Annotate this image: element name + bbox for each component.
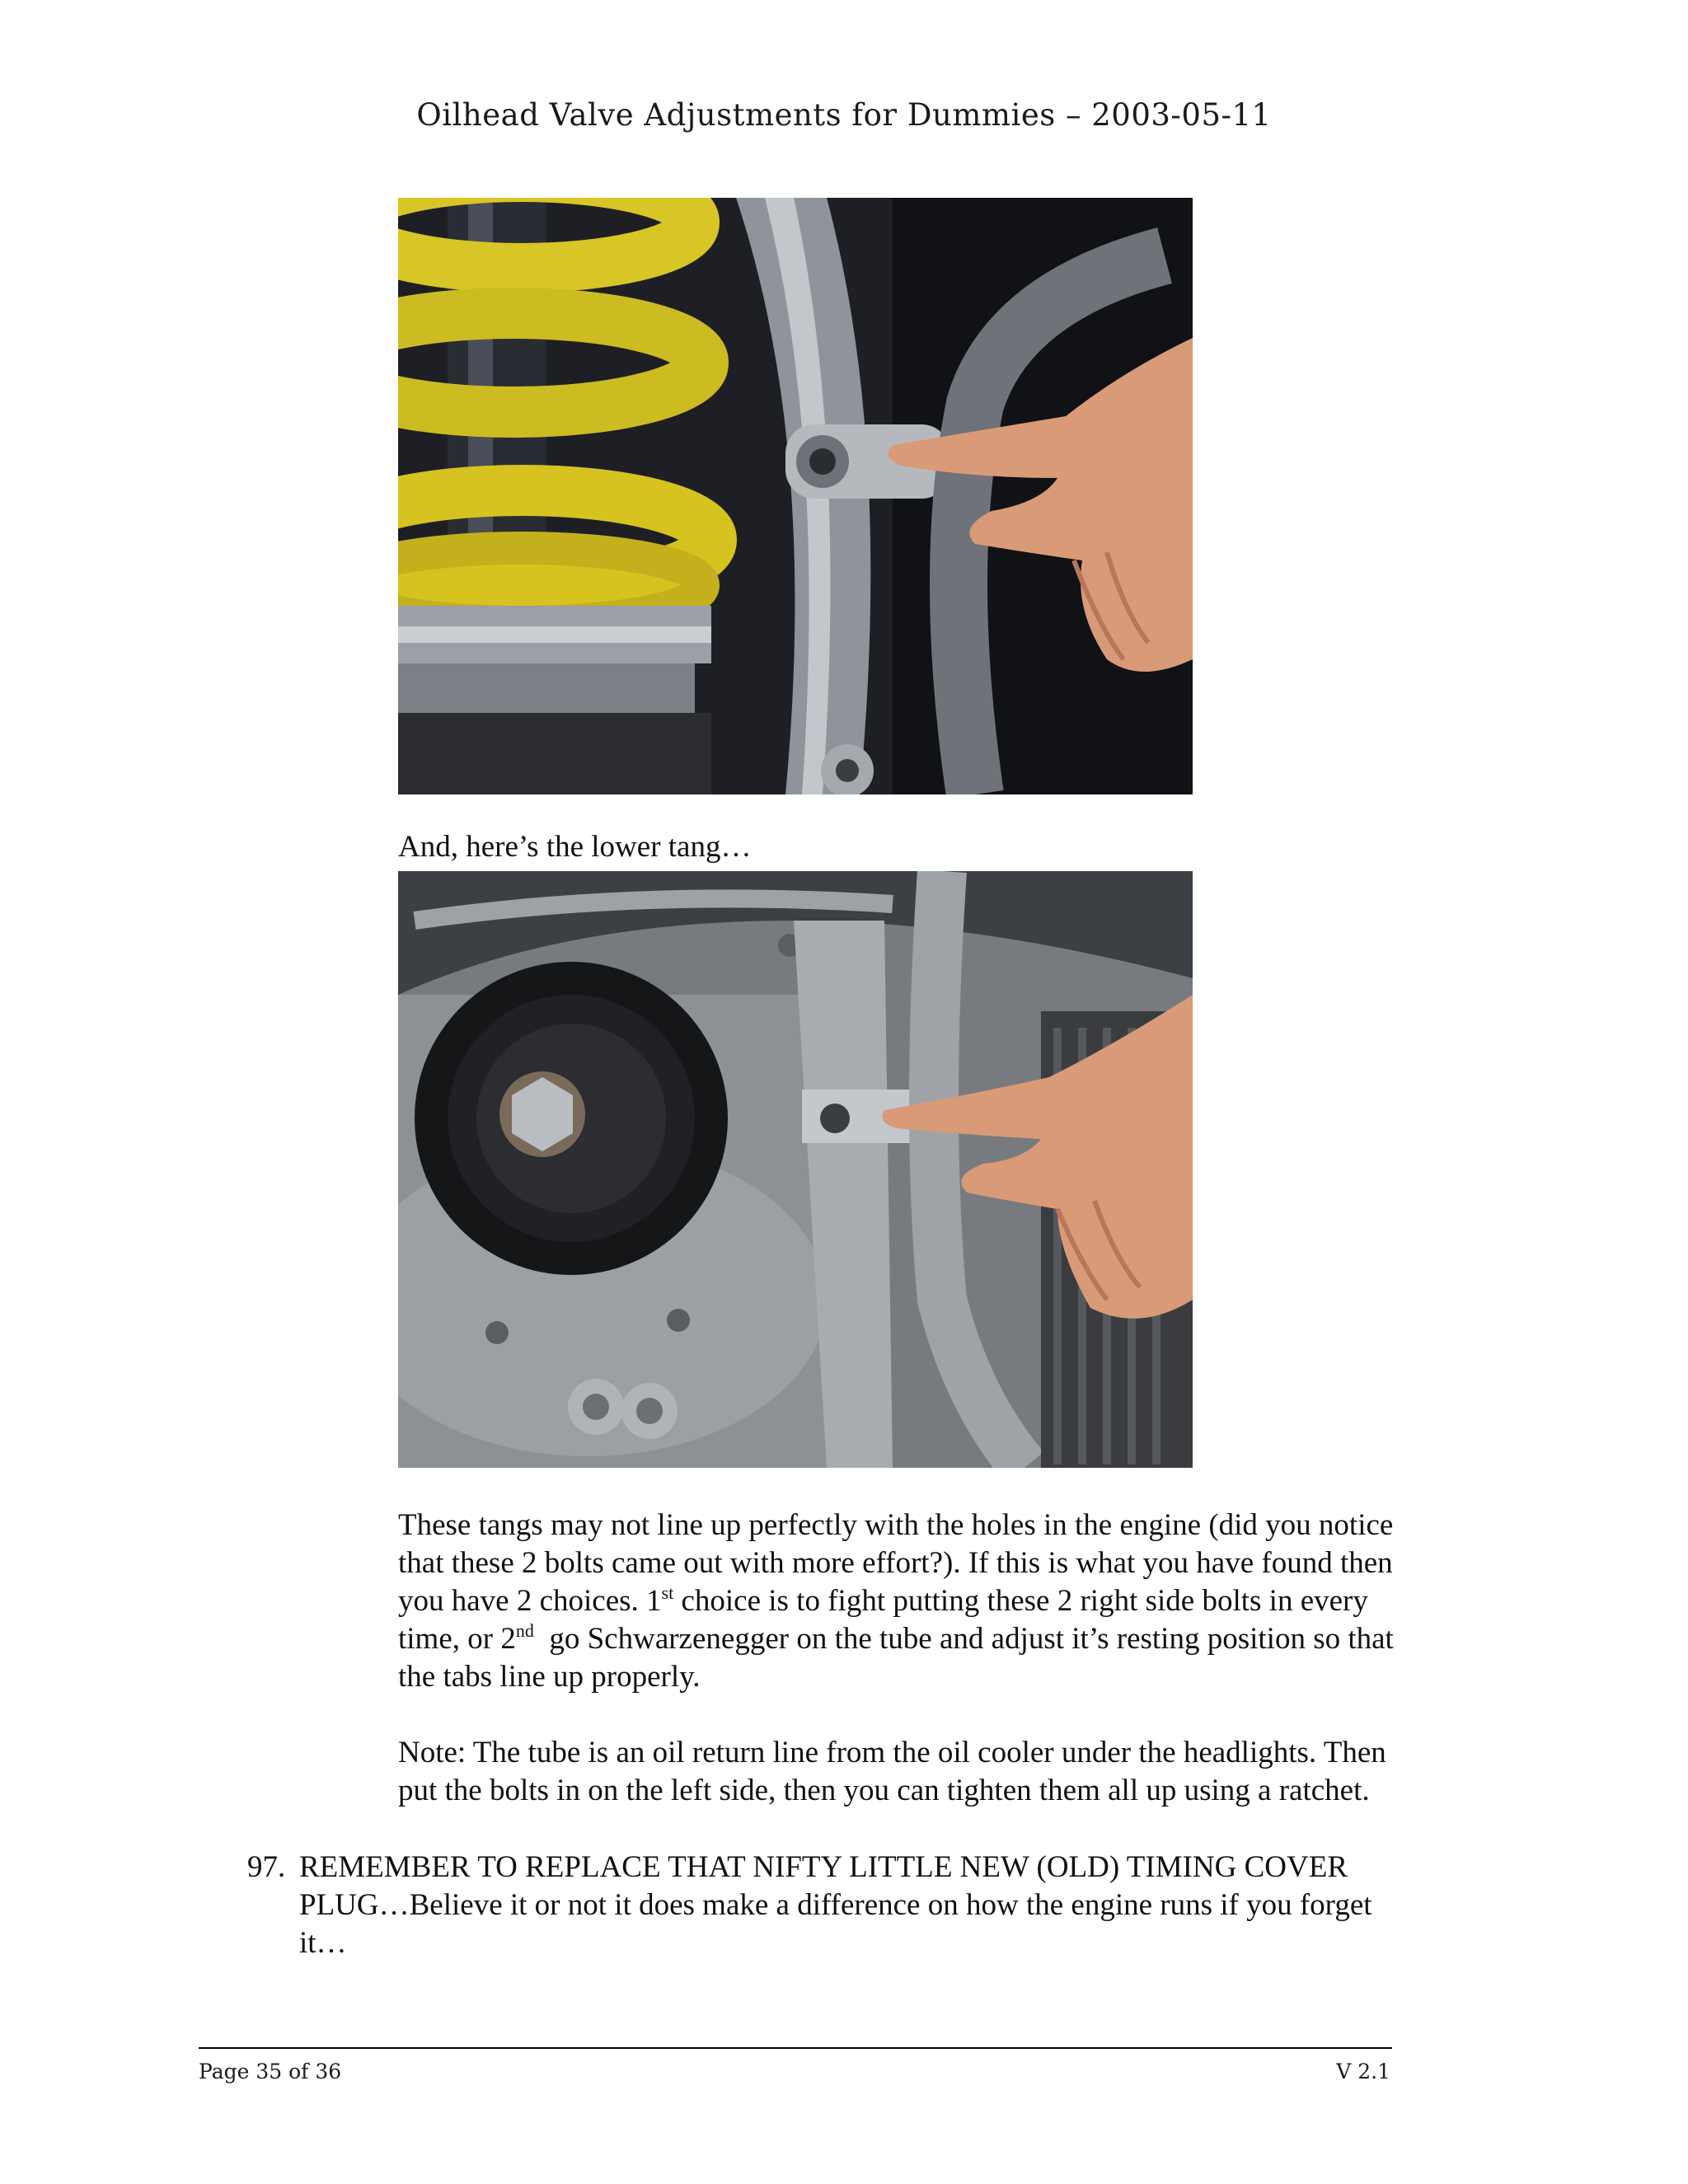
paragraph-line: These tangs may not line up perfectly with the holes in the engine (did you notice [398, 1508, 1394, 1542]
text-span: go Schwarzenegger on the tube and adjust it’s resting position so that [533, 1622, 1394, 1656]
footer-version: V 2.1 [1336, 2060, 1390, 2083]
page-header-title: Oilhead Valve Adjustments for Dummies – 2003-05-11 [416, 97, 1272, 133]
text-span: choice is to fight putting these 2 right side bolts in every [673, 1584, 1368, 1618]
ordinal-superscript: st [661, 1582, 674, 1603]
paragraph-line: that these 2 bolts came out with more effort?). If this is what you have found then [398, 1546, 1393, 1580]
paragraph-line: Note: The tube is an oil return line from the oil cooler under the headlights. Then [398, 1736, 1386, 1769]
footer-page-number: Page 35 of 36 [199, 2060, 342, 2083]
tang-alignment-paragraph [398, 1507, 1503, 1696]
lower-tang-photo [398, 871, 1193, 1468]
footer-divider [199, 2047, 1392, 2049]
list-item-line: PLUG…Believe it or not it does make a difference on how the engine runs if you forget [299, 1888, 1372, 1922]
paragraph-line: put the bolts in on the left side, then you can tighten them all up using a ratchet. [398, 1774, 1370, 1807]
list-item-line: REMEMBER TO REPLACE THAT NIFTY LITTLE NEW (OLD) TIMING COVER [299, 1850, 1348, 1884]
list-item-line: it… [299, 1926, 347, 1960]
upper-tang-photo [398, 198, 1193, 794]
paragraph-line [398, 1582, 1503, 1620]
paragraph-line: the tabs line up properly. [398, 1660, 701, 1694]
ordinal-superscript: nd [515, 1620, 534, 1641]
text-span: time, or 2 [398, 1622, 516, 1656]
text-span: you have 2 choices. 1 [398, 1584, 662, 1618]
photo-caption-lower-tang: And, here’s the lower tang… [398, 830, 752, 864]
upper-tang-photo-illustration [398, 198, 1193, 794]
list-item-text [299, 1849, 1478, 1962]
lower-tang-photo-illustration [398, 871, 1193, 1468]
note-paragraph [398, 1734, 1503, 1810]
paragraph-line [398, 1620, 1503, 1658]
list-item-number: 97. [247, 1850, 286, 1884]
